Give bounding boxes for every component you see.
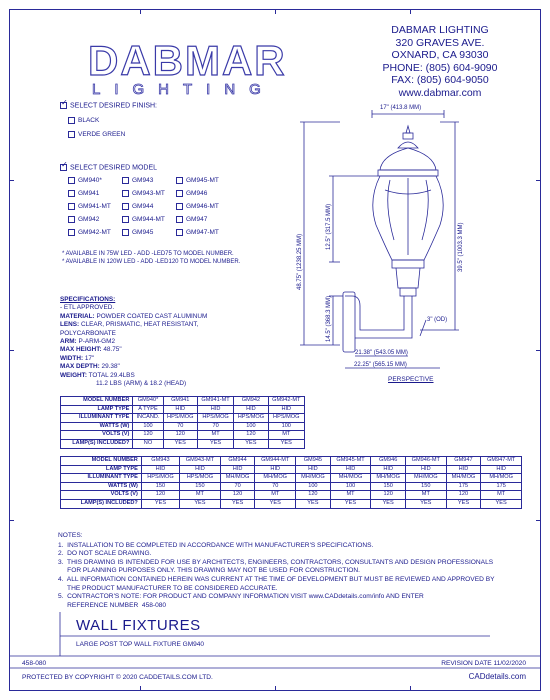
table-cell: HID (330, 465, 371, 474)
option-label: BLACK (78, 117, 100, 125)
table-cell: NO (133, 439, 163, 448)
perspective-label: PERSPECTIVE (388, 376, 434, 383)
drawing-subtitle: LARGE POST TOP WALL FIXTURE GM940 (76, 641, 204, 648)
company-fax: FAX: (805) 604-9050 (391, 74, 489, 86)
spec-key: ARM: (60, 338, 77, 346)
table-cell: MT (255, 491, 296, 500)
table-cell: 175 (481, 482, 522, 491)
table-cell: HPS/MOG (268, 414, 304, 423)
notes (58, 532, 528, 610)
table-cell: 150 (371, 482, 406, 491)
border-tick (10, 180, 14, 181)
title-block (76, 617, 204, 648)
table-cell: YES (234, 439, 268, 448)
note-line: THE PRODUCT MANUFACTURER TO BE CONSIDERED ACCURATE. (58, 584, 278, 592)
table-cell: HID (234, 405, 268, 414)
company-address1: 320 GRAVES AVE. (395, 36, 485, 49)
table-cell: 120 (296, 491, 331, 500)
checkbox[interactable] (68, 229, 75, 236)
checkbox[interactable] (122, 203, 129, 210)
border-tick (410, 10, 411, 14)
table-row (61, 414, 305, 423)
copyright-notice: PROTECTED BY COPYRIGHT © 2020 CADDETAILS.COM LTD. (22, 674, 213, 681)
row-header: ILLUMINANT TYPE (61, 414, 133, 423)
table-row (61, 439, 305, 448)
dim-21-label: 21.38" (543.05 MM) (355, 350, 408, 356)
model-option[interactable] (176, 190, 207, 197)
spec-value: 48.75" (101, 346, 122, 354)
row-header: LAMP TYPE (61, 465, 142, 474)
model-title-checkbox[interactable] (60, 164, 67, 171)
option-label: GM946-MT (186, 203, 219, 211)
table-cell: HID (255, 465, 296, 474)
specs-heading: SPECIFICATIONS: (60, 296, 116, 303)
note-line: 5. CONTRACTOR'S NOTE: FOR PRODUCT AND COMPANY INFORMATION VISIT www.CADdetails.com/info AND ENTER (58, 593, 424, 601)
revision-date: REVISION DATE 11/02/2020 (441, 660, 526, 667)
model-option[interactable] (176, 229, 219, 236)
table-row (61, 405, 305, 414)
table-cell: YES (163, 439, 197, 448)
table-cell: HID (268, 405, 304, 414)
table-cell: 120 (133, 431, 163, 440)
checkbox[interactable] (176, 190, 183, 197)
spec-value: POWDER COATED CAST ALUMINUM (94, 312, 208, 320)
table-cell: 120 (141, 491, 179, 500)
note-line: FOR PLANNING PURPOSES ONLY. THIS DRAWING MAY NOT BE USED FOR CONSTRUCTION. (58, 567, 361, 575)
table-cell: GM941 (163, 397, 197, 406)
table-cell: YES (268, 439, 304, 448)
finish-title (60, 102, 157, 109)
table-cell: YES (446, 499, 481, 508)
company-name: DABMAR LIGHTING (391, 24, 489, 36)
spec-key: MAX DEPTH: (60, 363, 100, 371)
model-option[interactable] (68, 190, 99, 197)
specs-material (60, 313, 300, 321)
table-cell: HPS/MOG (197, 414, 233, 423)
table-cell: HPS/MOG (163, 414, 197, 423)
option-label: GM947-MT (186, 229, 219, 237)
table-cell: 120 (446, 491, 481, 500)
table-cell: GM943-MT (180, 457, 221, 466)
row-header: MODEL NUMBER (61, 397, 133, 406)
availability-note-75w: * AVAILABLE IN 75W LED - ADD -LED75 TO MODEL NUMBER. (62, 251, 234, 257)
table-cell: MH/MOG (255, 474, 296, 483)
spec-key: MATERIAL: (60, 312, 95, 320)
table-cell: GM947 (446, 457, 481, 466)
table-cell: HPS/MOG (234, 414, 268, 423)
table-cell: HID (405, 465, 446, 474)
table-cell: MT (180, 491, 221, 500)
specs-max-height (60, 346, 300, 354)
specifications (60, 296, 300, 388)
table-row (61, 397, 305, 406)
row-header: LAMP(S) INCLUDED? (61, 439, 133, 448)
option-label: GM942 (78, 216, 100, 224)
spec-value: CLEAR, PRISMATIC, HEAT RESISTANT, (79, 321, 199, 329)
table-cell: YES (255, 499, 296, 508)
option-label: GM942-MT (78, 229, 111, 237)
model-option[interactable] (68, 203, 111, 210)
drawing-title: WALL FIXTURES (76, 617, 201, 634)
table-cell: 100 (234, 422, 268, 431)
model-option[interactable] (122, 229, 153, 236)
dim-head-label: 12.5" (317.5 MM) (326, 203, 332, 250)
finish-option-black[interactable] (68, 117, 99, 124)
table-cell: YES (220, 499, 255, 508)
table-cell: MH/MOG (446, 474, 481, 483)
table-row (61, 457, 522, 466)
finish-title-checkbox[interactable] (60, 102, 67, 109)
specs-lens-2: POLYCARBONATE (60, 329, 116, 337)
table-cell: GM945-MT (330, 457, 371, 466)
specs-weight (60, 372, 300, 380)
specs-width (60, 355, 300, 363)
table-cell: MT (330, 491, 371, 500)
option-label: GM943 (132, 177, 154, 185)
row-header: LAMP(S) INCLUDED? (61, 499, 142, 508)
table-cell: YES (371, 499, 406, 508)
table-cell: 120 (234, 431, 268, 440)
border-tick (536, 350, 540, 351)
table-row (61, 465, 522, 474)
table-cell: HID (296, 465, 331, 474)
model-option[interactable] (68, 229, 111, 236)
option-label: GM940* (78, 177, 102, 185)
row-header: VOLTS (V) (61, 431, 133, 440)
table-cell: YES (481, 499, 522, 508)
table-cell: GM946 (371, 457, 406, 466)
table-cell: GM946-MT (405, 457, 446, 466)
checkbox[interactable] (68, 203, 75, 210)
notes-heading: NOTES: (58, 532, 83, 539)
table-row (61, 499, 522, 508)
table-cell: 150 (141, 482, 179, 491)
option-label: VERDE GREEN (78, 131, 126, 139)
row-header: WATTS (W) (61, 422, 133, 431)
model-title-label: SELECT DESIRED MODEL (70, 164, 158, 172)
table-cell: 120 (371, 491, 406, 500)
option-label: GM946 (186, 190, 208, 198)
table-row (61, 482, 522, 491)
table-cell: 100 (133, 422, 163, 431)
note-line: 3. THIS DRAWING IS INTENDED FOR USE BY ARCHITECTS, ENGINEERS, CONTRACTORS, CONSULTANTS AND DESIGN PROFESSIONALS (58, 558, 494, 566)
spec-value: P-ARM-GM2 (76, 338, 116, 346)
option-label: GM941-MT (78, 203, 111, 211)
specs-lens (60, 321, 300, 329)
checkbox[interactable] (122, 216, 129, 223)
specs-etl: - ETL APPROVED. (60, 304, 115, 312)
model-option[interactable] (122, 203, 153, 210)
row-header: LAMP TYPE (61, 405, 133, 414)
model-title (60, 164, 157, 171)
spec-value: TOTAL 29.4LBS (86, 371, 135, 379)
option-label: GM943-MT (132, 190, 165, 198)
option-label: GM941 (78, 190, 100, 198)
checkbox[interactable] (176, 177, 183, 184)
model-option[interactable] (122, 177, 153, 184)
table-cell: MT (405, 491, 446, 500)
table-cell: 175 (446, 482, 481, 491)
logo-subtitle: LIGHTING (92, 81, 275, 98)
spec-key: WEIGHT: (60, 371, 87, 379)
table-row (61, 431, 305, 440)
table-cell: MT (197, 431, 233, 440)
dim-22-label: 22.25" (565.15 MM) (354, 362, 407, 368)
model-option[interactable] (176, 216, 207, 223)
note-line: REFERENCE NUMBER 458-080 (58, 601, 167, 609)
note-line: 4. ALL INFORMATION CONTAINED HEREIN WAS CURRENT AT THE TIME OF DEVELOPMENT BUT MUST BE REVIEWED AND APPROVED BY (58, 575, 495, 583)
border-tick (10, 520, 14, 521)
option-label: GM944-MT (132, 216, 165, 224)
table-cell: MH/MOG (481, 474, 522, 483)
spec-table-2 (60, 456, 522, 509)
table-cell: 100 (296, 482, 331, 491)
company-info (355, 24, 525, 99)
model-option[interactable] (122, 190, 165, 197)
table-cell: 70 (255, 482, 296, 491)
table-cell: GM944 (220, 457, 255, 466)
table-cell: YES (197, 439, 233, 448)
spec-key: LENS: (60, 321, 80, 329)
row-header: VOLTS (V) (61, 491, 142, 500)
table-cell: HID (180, 465, 221, 474)
table-cell: YES (405, 499, 446, 508)
table-cell: HID (163, 405, 197, 414)
checkbox[interactable] (176, 216, 183, 223)
table-cell: MH/MOG (371, 474, 406, 483)
model-option[interactable] (68, 216, 99, 223)
specs-weight-2: 11.2 LBS (ARM) & 18.2 (HEAD) (96, 380, 187, 388)
border-tick (275, 10, 276, 14)
option-label: GM944 (132, 203, 154, 211)
spec-value: 17" (83, 354, 95, 362)
dim-total-height-label: 48.75" (1238.25 MM) (297, 233, 303, 290)
reference-number: 458-080 (22, 660, 47, 667)
checkbox[interactable] (68, 216, 75, 223)
table-cell: 150 (405, 482, 446, 491)
table-cell: GM947-MT (481, 457, 522, 466)
note-line: 1. INSTALLATION TO BE COMPLETED IN ACCORDANCE WITH MANUFACTURER'S SPECIFICATIONS. (58, 541, 374, 549)
table-cell: YES (180, 499, 221, 508)
spec-key: WIDTH: (60, 354, 84, 362)
checkbox[interactable] (68, 117, 75, 124)
dim-od-label: 3" (OD) (427, 317, 448, 323)
specs-max-depth (60, 363, 300, 371)
border-tick (140, 686, 141, 690)
notes-list (58, 542, 528, 611)
table-cell: GM942 (234, 397, 268, 406)
table-cell: 70 (220, 482, 255, 491)
table-row (61, 491, 522, 500)
spec-value: 29.38" (99, 363, 120, 371)
table-cell: MT (268, 431, 304, 440)
checkbox[interactable] (68, 190, 75, 197)
finish-title-label: SELECT DESIRED FINISH: (70, 102, 158, 110)
table-cell: 70 (197, 422, 233, 431)
logo-wordmark: DABMAR (88, 37, 287, 84)
row-header: ILLUMINANT TYPE (61, 474, 142, 483)
table-cell: GM941-MT (197, 397, 233, 406)
table-cell: 120 (163, 431, 197, 440)
checkbox[interactable] (68, 131, 75, 138)
model-option[interactable] (122, 216, 165, 223)
table-cell: GM940* (133, 397, 163, 406)
checkbox[interactable] (176, 229, 183, 236)
dim-width-label: 17" (413.8 MM) (380, 105, 422, 111)
option-label: GM945-MT (186, 177, 219, 185)
table-cell: HPS/MOG (180, 474, 221, 483)
checkbox[interactable] (176, 203, 183, 210)
spec-table-1 (60, 396, 305, 449)
model-option[interactable] (68, 177, 102, 184)
dim-arm-label: 14.5" (368.3 MM) (326, 295, 332, 342)
availability-note-120w: * AVAILABLE IN 120W LED - ADD -LED120 TO MODEL NUMBER. (62, 259, 241, 265)
option-label: GM947 (186, 216, 208, 224)
table-cell: GM942-MT (268, 397, 304, 406)
company-phone: PHONE: (805) 604-9090 (382, 61, 498, 74)
table-cell: 70 (163, 422, 197, 431)
table-cell: HPS/MOG (141, 474, 179, 483)
table-cell: HID (220, 465, 255, 474)
table-cell: HID (481, 465, 522, 474)
row-header: MODEL NUMBER (61, 457, 142, 466)
table-cell: GM945 (296, 457, 331, 466)
company-website[interactable]: www.dabmar.com (398, 86, 482, 99)
border-tick (140, 10, 141, 14)
border-tick (536, 520, 540, 521)
specs-arm (60, 338, 300, 346)
border-tick (10, 350, 14, 351)
model-option[interactable] (176, 177, 219, 184)
table-cell: YES (296, 499, 331, 508)
checkbox[interactable] (122, 229, 129, 236)
table-cell: 150 (180, 482, 221, 491)
model-option[interactable] (176, 203, 219, 210)
table-row (61, 422, 305, 431)
table-cell: HID (371, 465, 406, 474)
border-tick (275, 686, 276, 690)
table-cell: 100 (268, 422, 304, 431)
checkbox[interactable] (122, 177, 129, 184)
table-cell: HID (197, 405, 233, 414)
checkbox[interactable] (122, 190, 129, 197)
table-cell: MH/MOG (405, 474, 446, 483)
table-cell: GM943 (141, 457, 179, 466)
table-cell: 100 (330, 482, 371, 491)
table-cell: HID (446, 465, 481, 474)
table-cell: MH/MOG (296, 474, 331, 483)
row-header: WATTS (W) (61, 482, 142, 491)
table-cell: MH/MOG (330, 474, 371, 483)
table-cell: A TYPE (133, 405, 163, 414)
dabmar-logo (88, 37, 288, 98)
table-cell: GM944-MT (255, 457, 296, 466)
table-cell: HID (141, 465, 179, 474)
checkbox[interactable] (68, 177, 75, 184)
table-cell: YES (141, 499, 179, 508)
company-address2: OXNARD, CA 93030 (391, 49, 489, 61)
spec-key: MAX HEIGHT: (60, 346, 102, 354)
border-tick (536, 180, 540, 181)
finish-option-verde-green[interactable] (68, 131, 125, 138)
table-cell: 120 (220, 491, 255, 500)
dim-39-label: 39.5" (1003.3 MM) (458, 222, 464, 272)
table-cell: MT (481, 491, 522, 500)
option-label: GM945 (132, 229, 154, 237)
note-line: 2. DO NOT SCALE DRAWING. (58, 550, 152, 558)
table-row (61, 474, 522, 483)
border-tick (410, 686, 411, 690)
table-cell: MH/MOG (220, 474, 255, 483)
table-cell: INCAND. (133, 414, 163, 423)
caddetails-link[interactable]: CADdetails.com (468, 672, 526, 681)
table-cell: YES (330, 499, 371, 508)
